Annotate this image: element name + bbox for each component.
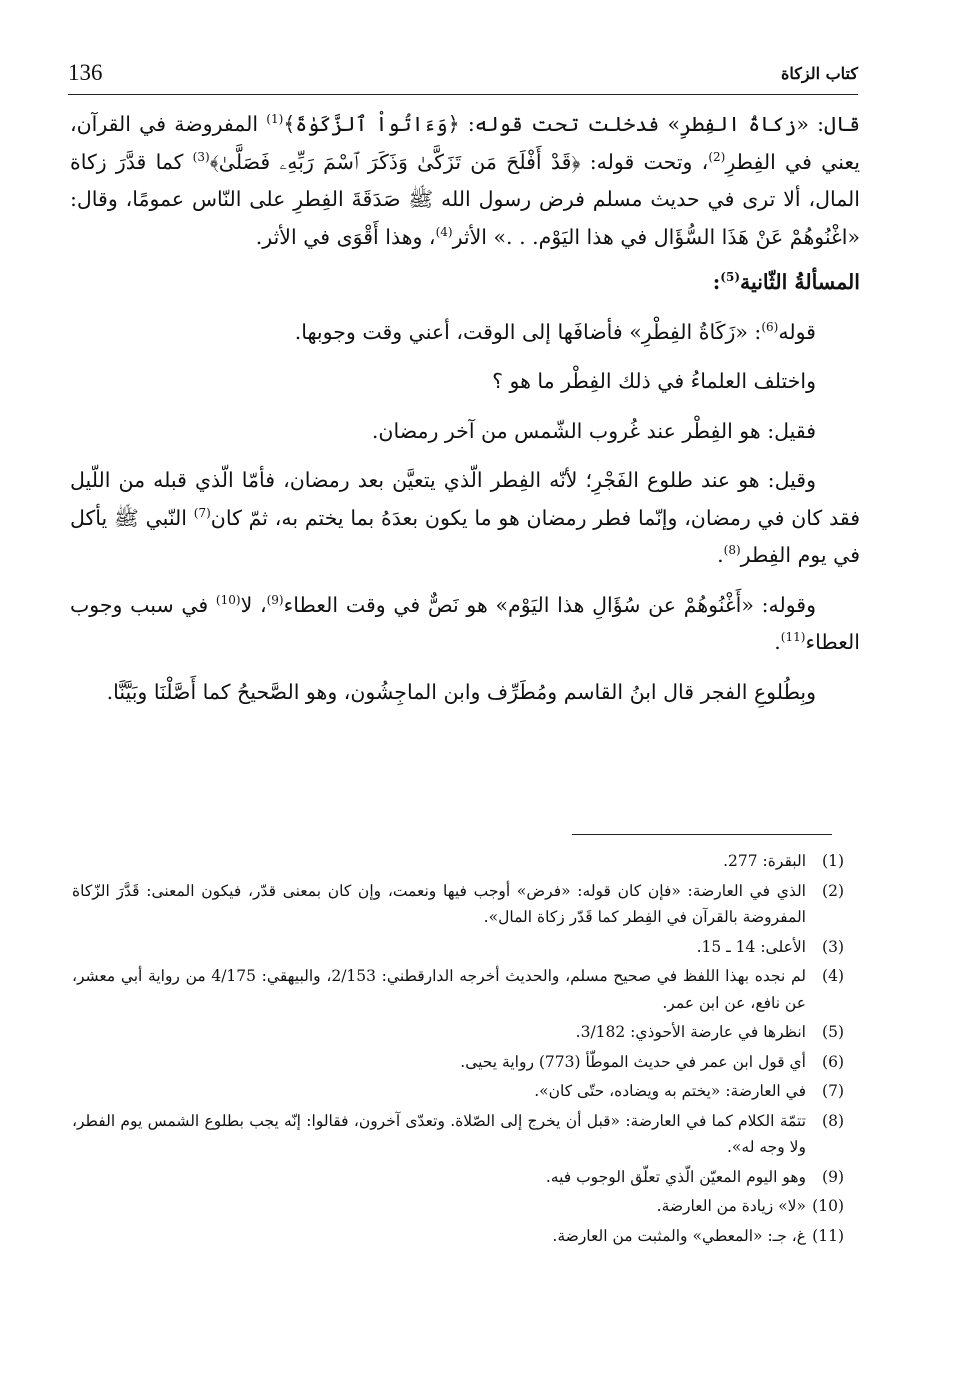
footnote-text: وهو اليوم المعيّن الّذي تعلّق الوجوب فيه. (545, 1167, 806, 1186)
footnote-item (72, 934, 844, 961)
paragraph-2 (70, 314, 860, 352)
text-run: ، وهذا أَقْوَى في الأثر. (255, 224, 436, 249)
text-run: وقوله: «أَغْنُوهُمْ عن سُؤَالِ هذا اليَوْم» هو نَصٌّ في وقت العطاء (283, 592, 817, 617)
footnote-ref-11: (11) (780, 630, 806, 645)
footnote-number: (6) (822, 1052, 844, 1071)
footnote-number: (9) (822, 1167, 844, 1186)
footnote-item (72, 1223, 844, 1250)
footnote-item (72, 963, 844, 1016)
footnote-text: أي قول ابن عمر في حديث الموطّأ (773) رواية يحيى. (460, 1052, 806, 1071)
footnote-item (72, 1193, 844, 1220)
footnote-ref-8: (8) (723, 543, 741, 558)
footnote-number: (5) (822, 1023, 844, 1041)
footnote-ref-9: (9) (266, 592, 284, 607)
text-run: كما قدَّرَ زكاة المال، ألا ترى في حديث مسلم فرض رسول الله ﷺ صَدَقَةَ الفِطرِ على النّاس عمومًا، وقال: «اغْنُوهُمْ عَنْ هَذَا السُّؤَال في هذا اليَوْم. . .» الأثر (70, 149, 860, 249)
footnote-item (72, 1019, 844, 1046)
footnote-number: (11) (812, 1226, 844, 1245)
footnote-item (72, 1049, 844, 1076)
page-header (68, 58, 858, 95)
footnote-text: تتمّة الكلام كما في العارضة: «قبل أن يخرج إلى الصّلاة. وتعدّى آخرون، فقالوا: إنّه يجب بطلوع الشمس يوم الفطر، ولا وجه له». (72, 1111, 806, 1156)
paragraph-3: واختلف العلماءُ في ذلك الفِطْر ما هو ؟ (492, 369, 816, 393)
footnote-ref-6: (6) (761, 319, 779, 334)
text-run: في سبب وجوب العطاء (70, 592, 860, 654)
text-run: المفروضة في القرآن، يعني في الفِطرِ (70, 112, 860, 174)
footnote-item (72, 1164, 844, 1191)
footnote-number: (1) (822, 852, 844, 870)
footnote-number: (10) (812, 1197, 844, 1215)
footnote-ref-10: (10) (215, 592, 241, 607)
footnote-ref-2: (2) (708, 149, 726, 164)
heading-colon: : (712, 270, 721, 294)
footnote-item (72, 848, 844, 875)
text-run: قوله (778, 319, 816, 344)
paragraph-6 (70, 587, 860, 662)
text-run: النّبي ﷺ يأكل في يوم الفِطر (70, 505, 860, 567)
paragraph-4: فقيل: هو الفِطْر عند غُروب الشّمس من آخر رمضان. (371, 418, 816, 443)
footnote-text: لم نجده بهذا اللفظ في صحيح مسلم، والحديث أخرجه الدارقطني: 2/153، والبيهقي: 4/175 من رواية أبي معشر، عن نافع، عن ابن عمر. (72, 967, 806, 1012)
page-number: 136 (68, 60, 103, 85)
paragraph-7: وبِطُلوعِ الفجر قال ابنُ القاسم ومُطَرِّف وابن الماجِشُون، وهو الصَّحيحُ كما أَصَّلْنَا وبَيَّنَّا. (106, 679, 816, 704)
text-run: . (717, 543, 724, 567)
footnote-text: في العارضة: «يختم به ويضاده، حتّى كان». (534, 1082, 806, 1100)
footnote-number: (2) (822, 881, 844, 900)
footnote-text: «لا» زيادة من العارضة. (656, 1197, 806, 1215)
footnote-number: (7) (822, 1082, 844, 1100)
footnote-text: غ، جـ: «المعطي» والمثبت من العارضة. (552, 1226, 806, 1245)
footnote-text: الأعلى: 14 ـ 15. (696, 937, 806, 956)
footnote-number: (3) (822, 937, 844, 956)
text-run: وقيل: هو عند طلوع الفَجْرِ؛ لأنّه الفِطر الّذي يتعيَّن بعد رمضان، فأمّا الّذي قبله من اللّيل فقد كان في رمضان، وإنّما فطر رمضان هو ما يكون بعدَهُ بما يختم به، ثمّ كان (70, 468, 861, 530)
paragraph-5 (70, 462, 860, 575)
footnotes (72, 848, 844, 1252)
footnote-number: (4) (822, 967, 844, 985)
footnote-item (72, 1078, 844, 1105)
footnote-ref-7: (7) (193, 505, 211, 520)
section-heading (70, 264, 860, 302)
footnote-item (72, 1108, 844, 1161)
text-run: ، لا (240, 592, 267, 617)
footnote-text: انظرها في عارضة الأحوذي: 3/182. (575, 1023, 806, 1041)
footnote-separator (572, 834, 832, 835)
footnote-ref-4: (4) (435, 224, 453, 239)
footnote-ref-1: (1) (266, 112, 284, 127)
text-run: : «زَكَاةُ الفِطْرِ» فأضافَها إلى الوقت، أعني وقت وجوبها. (294, 319, 762, 344)
text-run: قال: «زكاةُ الفِطرِ» فدخلت تحت قوله: ﴿وَءَاتُواْ ٱلزَّكَوٰةَ﴾ (283, 112, 861, 136)
footnote-text: الذي في العارضة: «فإن كان قوله: «فرض» أوجب فيها ونعمت، وإن كان بمعنى قدّر، فيكون المعنى: قَدَّرَ الزّكاة المفروضة بالقرآن في الفِطر كما قَدّر زكاة المال». (72, 881, 806, 926)
main-text (70, 106, 860, 711)
footnote-ref-3: (3) (192, 149, 210, 164)
footnote-number: (8) (822, 1111, 844, 1130)
footnote-text: البقرة: 277. (723, 852, 806, 870)
footnote-ref-5: (5) (720, 270, 741, 285)
text-run: . (774, 630, 781, 654)
paragraph-1 (70, 106, 860, 256)
book-title: كتاب الزكاة (781, 64, 858, 83)
footnote-item (72, 878, 844, 931)
text-run: ، وتحت قوله: ﴿قَدْ أَفْلَحَ مَن تَزَكَّىٰ وَذَكَرَ ٱسْمَ رَبِّهِۦ فَصَلَّىٰ﴾ (209, 149, 709, 174)
heading-text: المسألةُ الثّانية (740, 270, 860, 294)
